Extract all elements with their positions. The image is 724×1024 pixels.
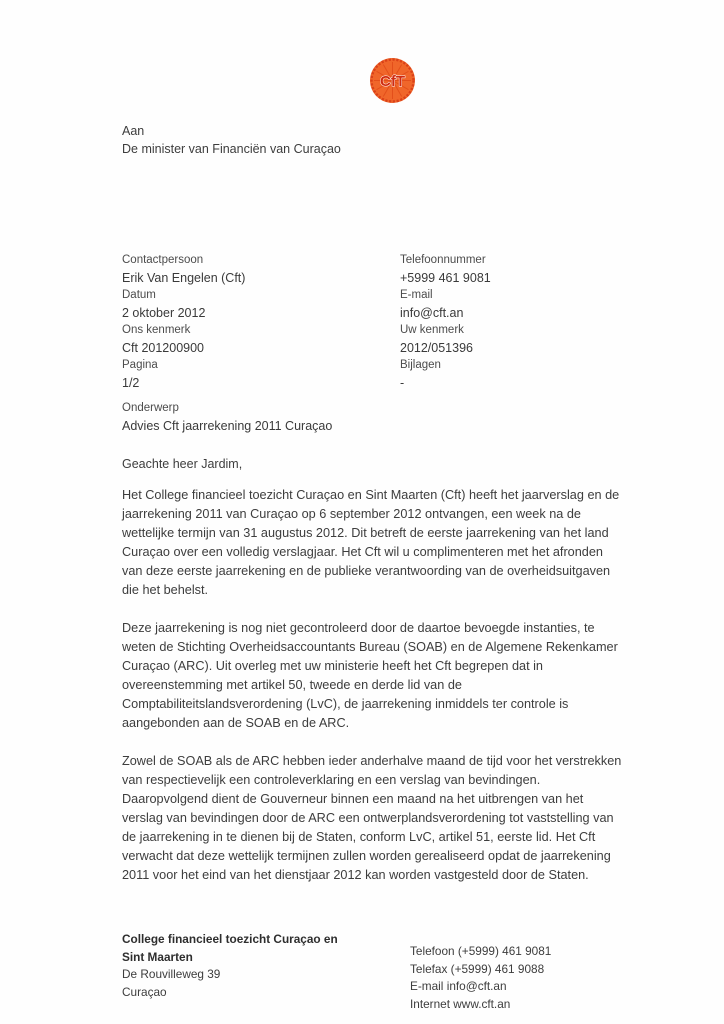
footer-org-line2: Sint Maarten	[122, 949, 193, 964]
meta-email	[400, 287, 620, 322]
meta-label: Datum	[122, 289, 156, 301]
meta-pagina	[122, 357, 400, 392]
footer-telefax: Telefax (+5999) 461 9088	[410, 961, 545, 976]
recipient-block	[122, 122, 341, 158]
meta-label: E-mail	[400, 289, 433, 301]
paragraph-2: Deze jaarrekening is nog niet gecontroleerd door de daartoe bevoegde instanties, te weten de Stichting Overheidsaccountants Bureau (SOAB) en de Algemene Rekenkamer Curaçao (ARC). Uit overleg met uw ministerie heeft het Cft begrepen dat in overeenstemming met artikel 50, tweede en derde lid van de Comptabiliteitslandsverordening (LvC), de jaarrekening inmiddels ter controle is aangebonden aan de SOAB en de ARC.	[122, 621, 618, 730]
letter-body	[122, 486, 622, 904]
footer-contact-block	[410, 931, 622, 1013]
meta-value: 2012/051396	[400, 341, 473, 355]
meta-column-left	[122, 252, 400, 392]
footer-street: De Rouvilleweg 39	[122, 967, 221, 981]
meta-value: 1/2	[122, 376, 140, 390]
meta-datum	[122, 287, 400, 322]
meta-label: Telefoonnummer	[400, 254, 486, 266]
meta-bijlagen	[400, 357, 620, 392]
meta-label: Uw kenmerk	[400, 324, 464, 336]
footer-address-block	[122, 931, 410, 1013]
recipient-line-aan: Aan	[122, 124, 145, 138]
cft-logo	[369, 57, 416, 104]
subject-label: Onderwerp	[122, 402, 179, 414]
paragraph-1: Het College financieel toezicht Curaçao en Sint Maarten (Cft) heeft het jaarverslag en de jaarrekening 2011 van Curaçao op 6 september 2012 ontvangen, een week na de wettelijke termijn van 31 augustus 2012. Dit betreft de eerste jaarrekening van het land Curaçao over een volledig verslagjaar. Het Cft wil u complimenteren met het afronden van deze eerste jaarrekening en de publieke verantwoording van de overheidsuitgaven die het behelst.	[122, 488, 620, 597]
footer-telefoon: Telefoon (+5999) 461 9081	[410, 944, 552, 958]
footer-org-line1: College financieel toezicht Curaçao en	[122, 932, 338, 946]
meta-contactpersoon	[122, 252, 400, 287]
meta-label: Pagina	[122, 359, 158, 371]
letter-footer	[122, 931, 622, 1013]
subject-value: Advies Cft jaarrekening 2011 Curaçao	[122, 419, 333, 433]
meta-value: Cft 201200900	[122, 341, 205, 355]
meta-label: Bijlagen	[400, 359, 441, 371]
meta-label: Contactpersoon	[122, 254, 204, 266]
cft-seal-icon	[369, 57, 416, 104]
subject-block	[122, 400, 332, 435]
meta-column-right	[400, 252, 620, 392]
footer-internet: Internet www.cft.an	[410, 996, 511, 1011]
meta-value: Erik Van Engelen (Cft)	[122, 271, 246, 285]
cft-logo-text: CfT	[380, 73, 405, 90]
recipient-line-minister: De minister van Financiën van Curaçao	[122, 142, 341, 156]
meta-value: info@cft.an	[400, 306, 464, 320]
footer-city: Curaçao	[122, 984, 167, 999]
footer-email: E-mail info@cft.an	[410, 979, 507, 993]
meta-telefoonnummer	[400, 252, 620, 287]
salutation: Geachte heer Jardim,	[122, 457, 243, 471]
meta-ons-kenmerk	[122, 322, 400, 357]
paragraph-3: Zowel de SOAB als de ARC hebben ieder anderhalve maand de tijd voor het verstrekken van respectievelijk een controleverklaring en een verslag van bevindingen. Daaropvolgend dient de Gouverneur binnen een maand na het uitbrengen van het verslag van bevindingen door de ARC een ontwerplandsverordening tot vaststelling van de jaarrekening in te dienen bij de Staten, conform LvC, artikel 51, eerste lid. Het Cft verwacht dat deze wettelijk termijnen zullen worden gerealiseerd opdat de jaarrekening 2011 voor het eind van het dienstjaar 2012 kan worden vastgesteld door de Staten.	[122, 754, 622, 882]
meta-value: 2 oktober 2012	[122, 306, 206, 320]
meta-uw-kenmerk	[400, 322, 620, 357]
meta-value: -	[400, 376, 405, 390]
letter-meta-block	[122, 252, 620, 392]
meta-value: +5999 461 9081	[400, 271, 491, 285]
meta-label: Ons kenmerk	[122, 324, 191, 336]
